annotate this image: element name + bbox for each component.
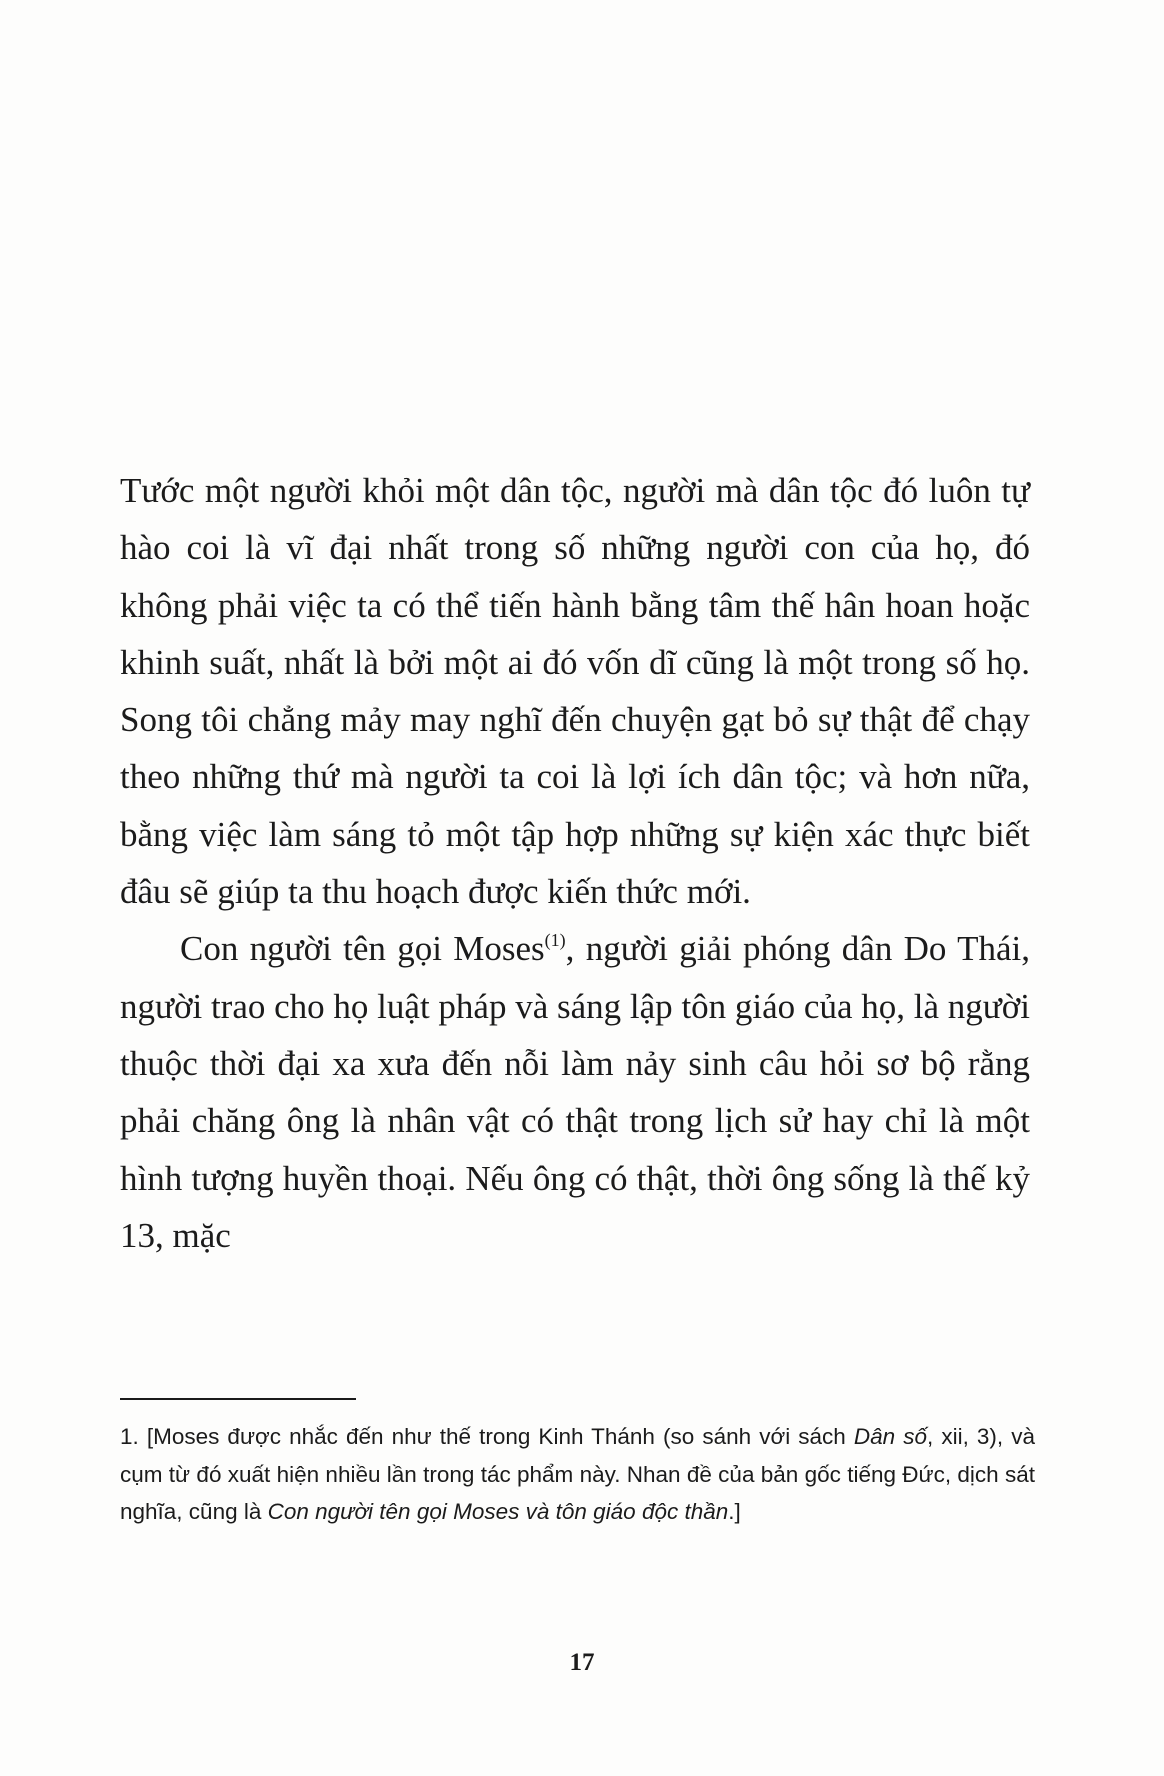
footnote-text-2: , xii, 3), và cụm từ đó xuất hiện nhiều lần trong tác phẩm này. Nhan đề của bản gốc tiếng Đức, dịch sát nghĩa, cũng là (120, 1424, 1035, 1524)
footnote-number: 1. (120, 1424, 139, 1449)
paragraph-2-start: Con người tên gọi Moses (180, 929, 545, 969)
body-text (120, 462, 1030, 1264)
page-number: 17 (569, 1649, 595, 1676)
footnote-italic-2: Con người tên gọi Moses và tôn giáo độc thần (267, 1499, 729, 1524)
footnote-italic-1: Dân số (853, 1424, 927, 1449)
footnote-divider (120, 1398, 356, 1400)
footnote-reference[interactable]: (1) (544, 930, 566, 951)
footnote (120, 1418, 1035, 1531)
paragraph-2 (120, 920, 1030, 1264)
paragraph-2-rest: , người giải phóng dân Do Thái, người trao cho họ luật pháp và sáng lập tôn giáo của họ, là người thuộc thời đại xa xưa đến nỗi làm nảy sinh câu hỏi sơ bộ rằng phải chăng ông là nhân vật có thật trong lịch sử hay chỉ là một hình tượng huyền thoại. Nếu ông có thật, thời ông sống là thế kỷ 13, mặc (120, 929, 1030, 1255)
paragraph-1: Tước một người khỏi một dân tộc, người mà dân tộc đó luôn tự hào coi là vĩ đại nhất trong số những người con của họ, đó không phải việc ta có thể tiến hành bằng tâm thế hân hoan hoặc khinh suất, nhất là bởi một ai đó vốn dĩ cũng là một trong số họ. Song tôi chẳng mảy may nghĩ đến chuyện gạt bỏ sự thật để chạy theo những thứ mà người ta coi là lợi ích dân tộc; và hơn nữa, bằng việc làm sáng tỏ một tập hợp những sự kiện xác thực biết đâu sẽ giúp ta thu hoạch được kiến thức mới. (120, 471, 1030, 912)
footnote-text-3: .] (728, 1499, 741, 1524)
footnote-text-1: [Moses được nhắc đến như thế trong Kinh Thánh (so sánh với sách (146, 1424, 854, 1449)
footnote-1 (120, 1418, 1035, 1531)
